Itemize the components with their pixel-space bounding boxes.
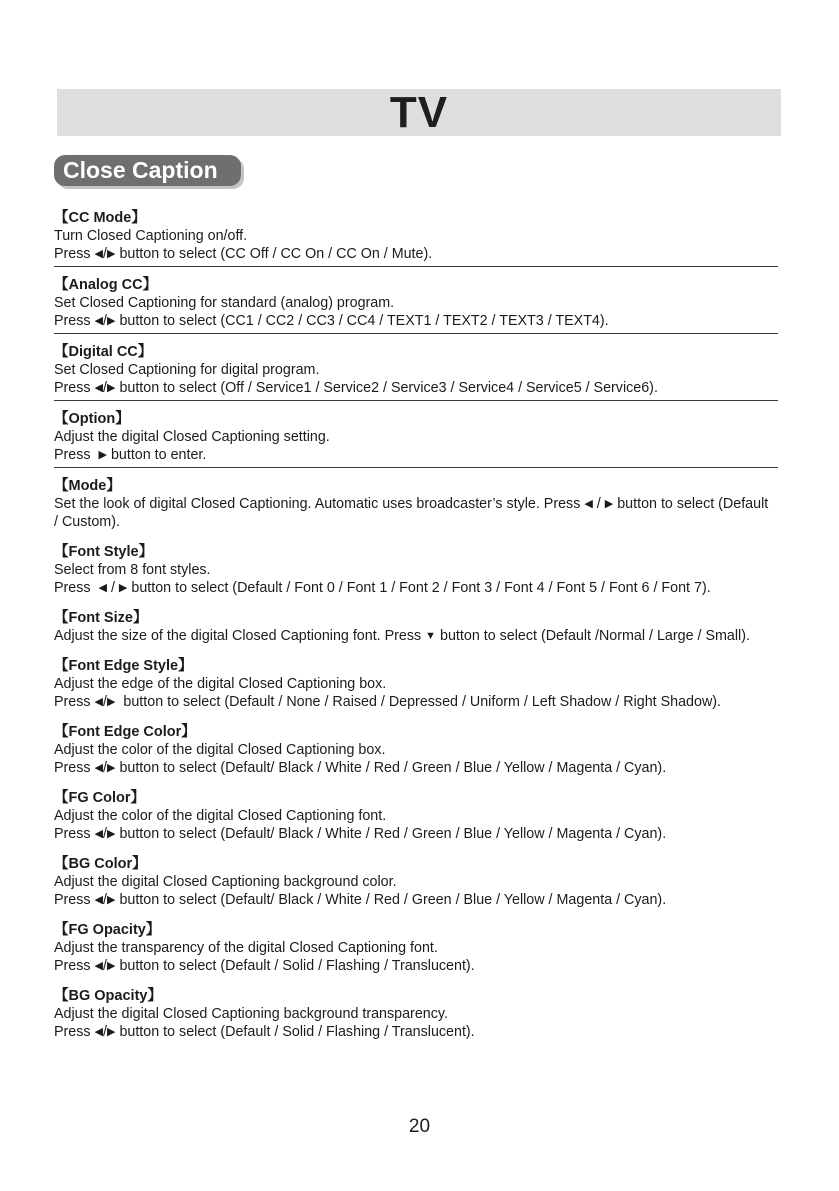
item-instruction: Press ◀/▶ button to select (Off / Service1 / Service2 / Service3 / Service4 / Service5 / Service6). <box>54 380 658 396</box>
item-heading: 【Font Edge Style】 <box>54 658 193 674</box>
right-arrow-icon: ▶ <box>106 382 116 394</box>
item-title: BG Opacity <box>68 988 148 1004</box>
menu-item-analog-cc <box>54 276 778 334</box>
left-arrow-icon: ◀ <box>94 894 103 906</box>
item-heading: 【Font Edge Color】 <box>54 724 196 740</box>
left-arrow-icon: ◀ <box>94 315 103 327</box>
right-arrow-icon: ▶ <box>98 449 107 461</box>
item-title: Font Edge Style <box>68 658 179 674</box>
item-title: Mode <box>68 478 107 494</box>
left-arrow-icon: ◀ <box>584 498 593 510</box>
item-instruction: Press ◀/▶ button to select (Default / Solid / Flashing / Translucent). <box>54 958 475 974</box>
menu-item-fg-color <box>54 789 806 843</box>
item-instruction: Press ◀/▶ button to select (Default/ Black / White / Red / Green / Blue / Yellow / Magenta / Cyan). <box>54 892 667 908</box>
left-arrow-icon: ◀ <box>94 1026 103 1038</box>
menu-item-font-style <box>54 543 806 597</box>
item-heading: 【BG Opacity】 <box>54 988 162 1004</box>
right-arrow-icon: ▶ <box>106 248 116 260</box>
page-title: TV <box>389 88 449 137</box>
left-arrow-icon: ◀ <box>94 960 103 972</box>
left-arrow-icon: ◀ <box>94 696 103 708</box>
left-arrow-icon: ◀ <box>98 582 107 594</box>
menu-item-font-edge-color <box>54 723 806 777</box>
item-description: Adjust the digital Closed Captioning background color. <box>54 874 397 890</box>
item-heading: 【FG Color】 <box>54 790 146 806</box>
item-description: Adjust the edge of the digital Closed Captioning box. <box>54 676 387 692</box>
item-description: Adjust the size of the digital Closed Captioning font. Press ▼ button to select (Default /Normal / Large / Small). <box>54 628 750 644</box>
left-arrow-icon: ◀ <box>94 762 103 774</box>
menu-item-cc-mode <box>54 209 778 267</box>
right-arrow-icon: ▶ <box>106 960 116 972</box>
page-header-banner <box>57 89 781 136</box>
item-instruction: Press ▶ button to enter. <box>54 447 207 463</box>
item-title: CC Mode <box>68 210 132 226</box>
right-arrow-icon: ▶ <box>106 315 116 327</box>
item-heading: 【Font Size】 <box>54 610 148 626</box>
item-instruction: Press ◀ / ▶ button to select (Default / Font 0 / Font 1 / Font 2 / Font 3 / Font 4 / Font 5 / Font 6 / Font 7). <box>54 580 711 596</box>
item-heading: 【BG Color】 <box>54 856 147 872</box>
down-arrow-icon: ▼ <box>425 630 437 642</box>
right-arrow-icon: ▶ <box>118 582 128 594</box>
menu-item-bg-opacity <box>54 987 806 1041</box>
menu-item-fg-opacity <box>54 921 806 975</box>
item-title: Font Size <box>68 610 133 626</box>
menu-description-list <box>54 209 806 1053</box>
item-heading: 【Option】 <box>54 411 130 427</box>
item-description: Set Closed Captioning for standard (analog) program. <box>54 295 395 311</box>
right-arrow-icon: ▶ <box>106 894 116 906</box>
item-instruction: Press ◀/▶ button to select (CC1 / CC2 / CC3 / CC4 / TEXT1 / TEXT2 / TEXT3 / TEXT4). <box>54 313 609 329</box>
item-instruction: Press ◀/▶ button to select (Default / Solid / Flashing / Translucent). <box>54 1024 475 1040</box>
menu-item-font-size <box>54 609 806 645</box>
item-description: Adjust the digital Closed Captioning setting. <box>54 429 330 445</box>
item-heading: 【Font Style】 <box>54 544 154 560</box>
item-heading: 【FG Opacity】 <box>54 922 161 938</box>
item-title: FG Opacity <box>68 922 146 938</box>
item-instruction: Press ◀/▶ button to select (Default/ Black / White / Red / Green / Blue / Yellow / Magenta / Cyan). <box>54 826 667 842</box>
page-number: 20 <box>408 1116 431 1137</box>
item-description: Adjust the color of the digital Closed Captioning font. <box>54 808 387 824</box>
item-heading: 【Mode】 <box>54 478 121 494</box>
item-heading: 【CC Mode】 <box>54 210 146 226</box>
left-arrow-icon: ◀ <box>94 248 103 260</box>
right-arrow-icon: ▶ <box>604 498 614 510</box>
item-instruction: Press ◀/▶ button to select (Default/ Black / White / Red / Green / Blue / Yellow / Magenta / Cyan). <box>54 760 667 776</box>
right-arrow-icon: ▶ <box>106 696 116 708</box>
item-title: Font Style <box>68 544 139 560</box>
menu-item-font-edge-style <box>54 657 806 711</box>
right-arrow-icon: ▶ <box>106 762 116 774</box>
item-instruction: Press ◀/▶ button to select (Default / None / Raised / Depressed / Uniform / Left Shadow / Right Shadow). <box>54 694 721 710</box>
item-title: Option <box>68 411 116 427</box>
item-title: Digital CC <box>68 344 138 360</box>
right-arrow-icon: ▶ <box>106 828 116 840</box>
menu-item-bg-color <box>54 855 806 909</box>
item-description: Select from 8 font styles. <box>54 562 211 578</box>
item-title: Font Edge Color <box>68 724 182 740</box>
item-heading: 【Analog CC】 <box>54 277 158 293</box>
item-heading: 【Digital CC】 <box>54 344 153 360</box>
menu-item-digital-cc <box>54 343 778 401</box>
item-description: Adjust the transparency of the digital Closed Captioning font. <box>54 940 438 956</box>
item-title: FG Color <box>68 790 131 806</box>
item-description: Turn Closed Captioning on/off. <box>54 228 248 244</box>
item-title: Analog CC <box>68 277 143 293</box>
menu-item-mode <box>54 477 806 531</box>
item-title: BG Color <box>68 856 133 872</box>
menu-item-option <box>54 410 778 468</box>
left-arrow-icon: ◀ <box>94 828 103 840</box>
section-heading-tab <box>54 155 244 189</box>
item-description: Set the look of digital Closed Captioning. Automatic uses broadcaster’s style. Press ◀ / ▶ button to select (Default / Custom). <box>54 496 769 530</box>
item-description: Set Closed Captioning for digital program. <box>54 362 320 378</box>
left-arrow-icon: ◀ <box>94 382 103 394</box>
right-arrow-icon: ▶ <box>106 1026 116 1038</box>
section-heading: Close Caption <box>54 155 241 186</box>
item-instruction: Press ◀/▶ button to select (CC Off / CC On / CC On / Mute). <box>54 246 433 262</box>
item-description: Adjust the digital Closed Captioning background transparency. <box>54 1006 448 1022</box>
item-description: Adjust the color of the digital Closed Captioning box. <box>54 742 386 758</box>
